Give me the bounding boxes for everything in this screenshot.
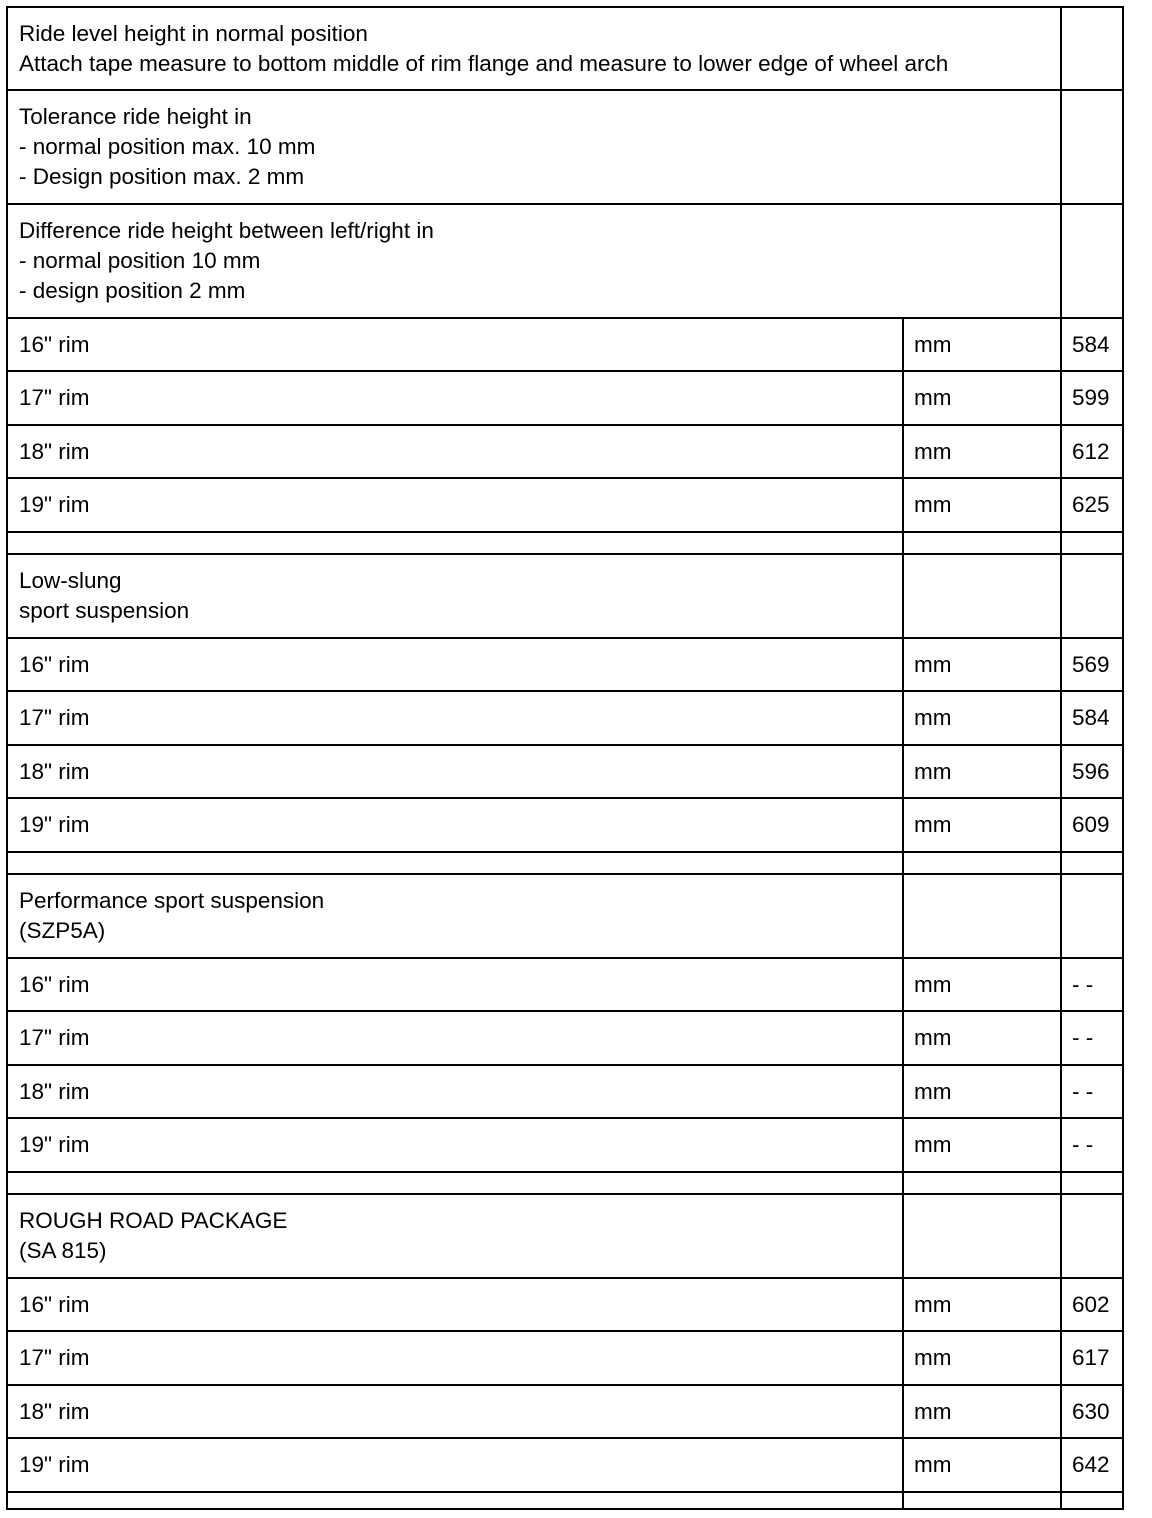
rim-label: 16" rim	[19, 971, 90, 997]
unit-label: mm	[914, 812, 952, 837]
intro-cell	[8, 8, 1062, 89]
unit-label: mm	[914, 1025, 952, 1050]
empty-value-cell	[1062, 91, 1122, 203]
intro-cell	[8, 205, 1062, 317]
unit-label: mm	[914, 1398, 952, 1424]
height-value: 630	[1072, 1398, 1110, 1424]
height-value: 609	[1072, 812, 1110, 837]
table-row	[8, 319, 1122, 372]
rim-label: 18" rim	[19, 758, 90, 784]
table-row	[8, 91, 1122, 205]
unit-label: mm	[914, 971, 952, 997]
rim-label: 19" rim	[19, 1132, 90, 1157]
section-heading-row	[8, 555, 1122, 639]
table-row	[8, 639, 1122, 692]
rim-label: 18" rim	[19, 1398, 90, 1424]
unit-label: mm	[914, 758, 952, 784]
height-value: 642	[1072, 1452, 1110, 1477]
height-value: 617	[1072, 1345, 1110, 1370]
unit-label: mm	[914, 331, 952, 357]
ride-height-table	[6, 6, 1124, 1510]
rim-label: 18" rim	[19, 1078, 90, 1104]
height-value: 569	[1072, 651, 1110, 677]
table-row	[8, 1386, 1122, 1439]
section-heading-row	[8, 1195, 1122, 1279]
rim-label: 19" rim	[19, 812, 90, 837]
table-row	[8, 1279, 1122, 1332]
height-value: - -	[1072, 1025, 1094, 1050]
unit-label: mm	[914, 705, 952, 730]
unit-label: mm	[914, 1345, 952, 1370]
table-row	[8, 372, 1122, 426]
tolerance-note: Tolerance ride height in - normal position max. 10 mm - Design position max. 2 mm	[19, 104, 316, 189]
table-row	[8, 692, 1122, 746]
unit-label: mm	[914, 438, 952, 464]
table-row	[8, 746, 1122, 799]
empty-value-cell	[1062, 8, 1122, 89]
spacer-row	[8, 1493, 1122, 1508]
rim-label: 17" rim	[19, 1345, 90, 1370]
table-row	[8, 426, 1122, 479]
unit-label: mm	[914, 385, 952, 410]
rim-label: 16" rim	[19, 651, 90, 677]
table-row	[8, 959, 1122, 1012]
difference-note: Difference ride height between left/right in - normal position 10 mm - design position 2 mm	[19, 218, 434, 303]
height-value: 599	[1072, 385, 1110, 410]
table-row	[8, 1439, 1122, 1493]
unit-label: mm	[914, 1078, 952, 1104]
table-row	[8, 1012, 1122, 1066]
height-value: - -	[1072, 971, 1094, 997]
empty-value-cell	[1062, 205, 1122, 317]
intro-cell	[8, 91, 1062, 203]
rim-label: 17" rim	[19, 1025, 90, 1050]
ride-level-intro: Ride level height in normal position Attach tape measure to bottom middle of rim flange and measure to lower edge of wheel arch	[19, 20, 949, 76]
height-value: 584	[1072, 705, 1110, 730]
table-row	[8, 1119, 1122, 1173]
height-value: 584	[1072, 331, 1110, 357]
rim-label: 17" rim	[19, 705, 90, 730]
height-value: 612	[1072, 438, 1110, 464]
height-value: - -	[1072, 1078, 1094, 1104]
rim-label: 16" rim	[19, 331, 90, 357]
height-value: - -	[1072, 1132, 1094, 1157]
rim-label: 19" rim	[19, 492, 90, 517]
table-row	[8, 1066, 1122, 1119]
unit-label: mm	[914, 1452, 952, 1477]
spacer-row	[8, 533, 1122, 555]
table-row	[8, 799, 1122, 853]
height-value: 596	[1072, 758, 1110, 784]
unit-label: mm	[914, 1132, 952, 1157]
unit-label: mm	[914, 651, 952, 677]
rim-label: 18" rim	[19, 438, 90, 464]
table-row	[8, 205, 1122, 319]
table-row	[8, 479, 1122, 533]
height-value: 625	[1072, 492, 1110, 517]
unit-label: mm	[914, 1291, 952, 1317]
spacer-row	[8, 853, 1122, 875]
section-heading-row	[8, 875, 1122, 959]
height-value: 602	[1072, 1291, 1110, 1317]
table-row	[8, 8, 1122, 91]
table-row	[8, 1332, 1122, 1386]
rim-label: 17" rim	[19, 385, 90, 410]
low-slung-heading: Low-slung sport suspension	[19, 568, 190, 623]
rough-road-heading: ROUGH ROAD PACKAGE (SA 815)	[19, 1208, 288, 1263]
rim-label: 19" rim	[19, 1452, 90, 1477]
rim-label: 16" rim	[19, 1291, 90, 1317]
unit-label: mm	[914, 492, 952, 517]
spacer-row	[8, 1173, 1122, 1195]
performance-heading: Performance sport suspension (SZP5A)	[19, 888, 325, 943]
